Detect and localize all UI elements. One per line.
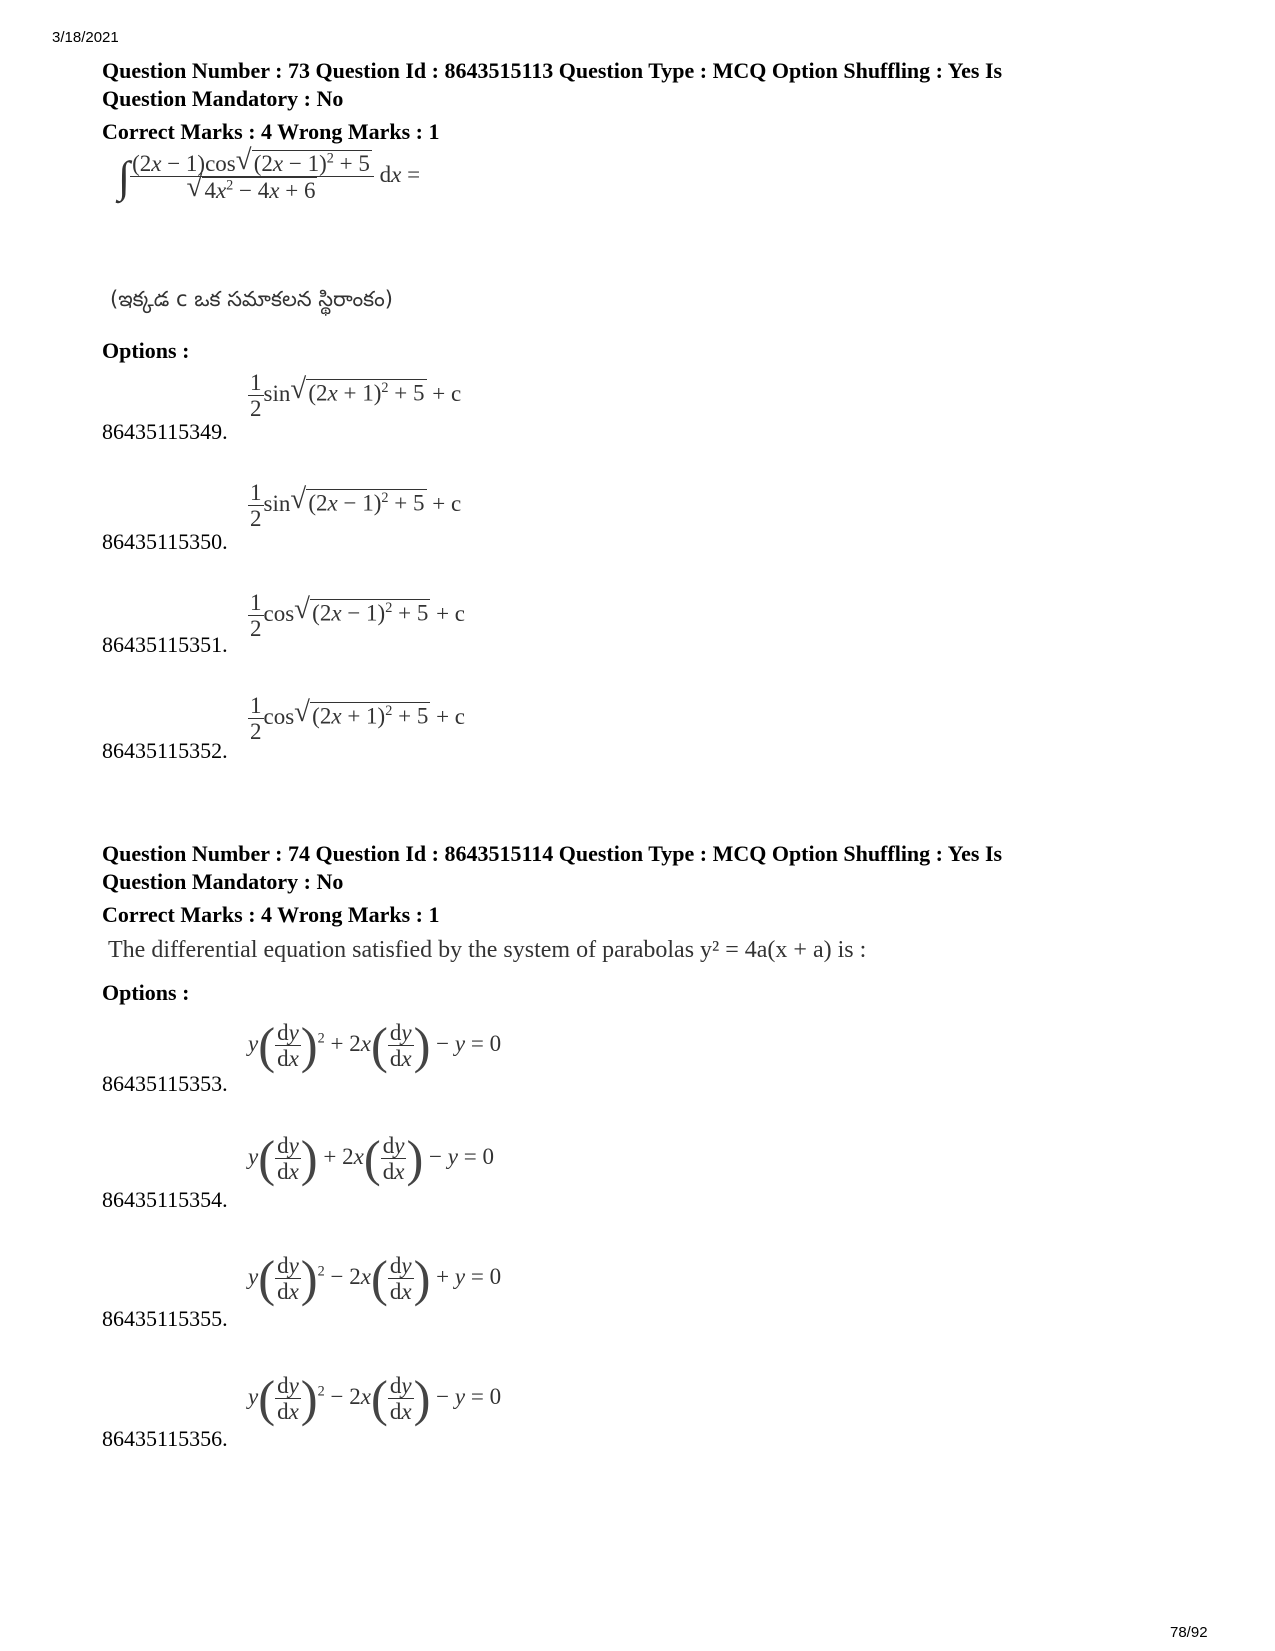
q74-header-line2: Question Mandatory : No	[102, 869, 344, 894]
option-expression: y( $\frac{dy}{dx}$ )$^2$ + 2x( $\frac{dy}{dx}$ ) − y = 0	[248, 1017, 502, 1074]
option-expression: $\frac{1}{2}$ cos √ $(2x - 1)^2 + 5 + c$	[250, 590, 466, 642]
option-id: 86435115353.	[102, 1071, 228, 1096]
q73-header-line1: Question Number : 73 Question Id : 8643515113 Question Type : MCQ Option Shuffling : Yes Is	[102, 58, 1003, 83]
option-expression: $\frac{1}{2}$ sin √ $(2x - 1)^2 + 5 + c$	[250, 480, 462, 532]
q73-integral-expression: ∫ (2x − 1)cos √ $(2x - 1)^2 + 5$ √ $4x^2 - 4x + 6$ dx =	[118, 144, 421, 204]
q73-options-label: Options :	[102, 338, 190, 363]
option-expression: $\frac{1}{2}$ sin √ $(2x + 1)^2 + 5 + c$	[250, 370, 462, 422]
option-id: 86435115349.	[102, 419, 228, 444]
option-expression: y( $\frac{dy}{dx}$ )$^2$ − 2x( $\frac{dy}{dx}$ ) + y = 0	[248, 1250, 502, 1307]
q74-header-line1: Question Number : 74 Question Id : 8643515114 Question Type : MCQ Option Shuffling : Yes Is	[102, 841, 1003, 866]
option-id: 86435115354.	[102, 1187, 228, 1212]
option-expression: $\frac{1}{2}$ cos √ $(2x + 1)^2 + 5 + c$	[250, 693, 466, 745]
page-number: 78/92	[1170, 1624, 1208, 1641]
q74-question-text: The differential equation satisfied by the system of parabolas y² = 4a(x + a) is :	[108, 937, 867, 963]
q74-marks: Correct Marks : 4 Wrong Marks : 1	[102, 902, 440, 927]
q73-header-line2: Question Mandatory : No	[102, 86, 344, 111]
option-id: 86435115351.	[102, 632, 228, 657]
q73-constant-note: (ఇక్కడ c ఒక సమాకలన స్థిరాంకం)	[110, 287, 393, 311]
option-id: 86435115355.	[102, 1306, 228, 1331]
q74-options-label: Options :	[102, 980, 190, 1005]
option-id: 86435115352.	[102, 738, 228, 763]
option-id: 86435115350.	[102, 529, 228, 554]
q73-marks: Correct Marks : 4 Wrong Marks : 1	[102, 119, 440, 144]
question-74-header	[102, 840, 1222, 929]
print-date: 3/18/2021	[52, 29, 119, 46]
option-expression: y( $\frac{dy}{dx}$ )$^2$ − 2x( $\frac{dy}{dx}$ ) − y = 0	[248, 1370, 502, 1427]
option-id: 86435115356.	[102, 1426, 228, 1451]
question-73-header	[102, 57, 1222, 146]
option-expression: y( $\frac{dy}{dx}$ ) + 2x( $\frac{dy}{dx}$ ) − y = 0	[248, 1130, 494, 1187]
